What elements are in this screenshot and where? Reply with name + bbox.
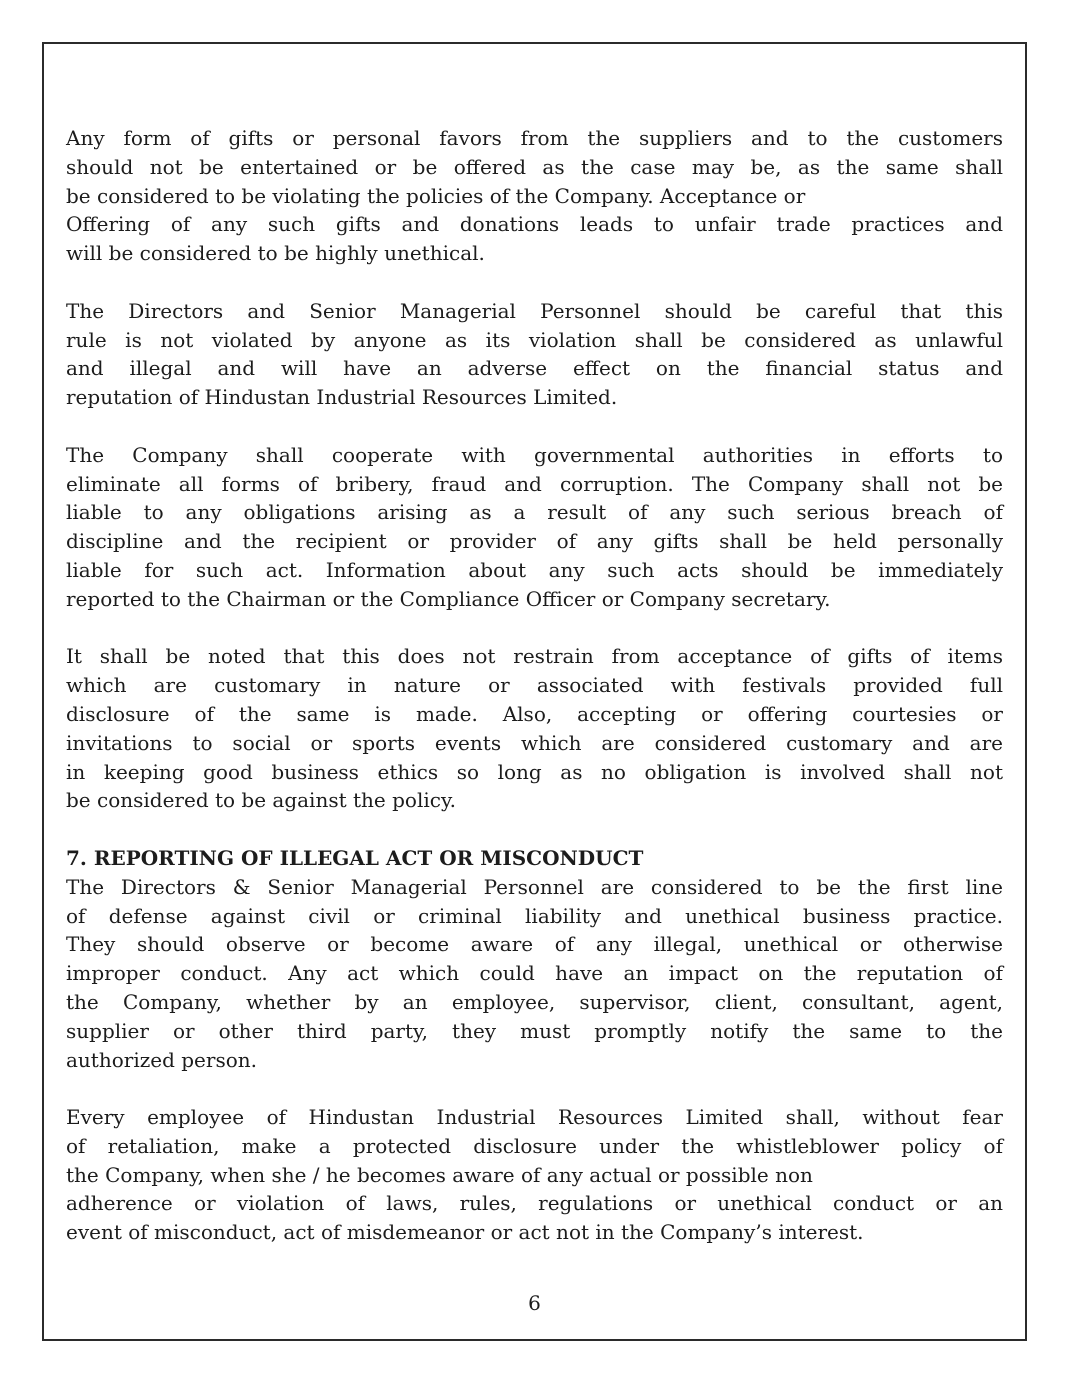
paragraph <box>66 441 1003 614</box>
text-line: reported to the Chairman or the Compliance Officer or Company secretary. <box>66 586 831 611</box>
page-frame <box>42 42 1027 1341</box>
text-line: improper conduct. Any act which could have an impact on the reputation of <box>66 961 1003 986</box>
text-line: the Company, when she / he becomes aware of any actual or possible non <box>66 1162 813 1187</box>
text-line: They should observe or become aware of any illegal, unethical or otherwise <box>66 932 1003 957</box>
text-line: of retaliation, make a protected disclosure under the whistleblower policy of <box>66 1133 1003 1158</box>
text-line: in keeping good business ethics so long as no obligation is involved shall not <box>66 759 1003 784</box>
text-line: It shall be noted that this does not restrain from acceptance of gifts of items <box>66 644 1003 669</box>
text-line: should not be entertained or be offered as the case may be, as the same shall <box>66 154 1003 179</box>
text-line: Every employee of Hindustan Industrial Resources Limited shall, without fear <box>66 1105 1003 1130</box>
text-line: be considered to be against the policy. <box>66 788 456 813</box>
text-line: eliminate all forms of bribery, fraud and corruption. The Company shall not be <box>66 471 1003 496</box>
text-line: The Company shall cooperate with governmental authorities in efforts to <box>66 442 1003 467</box>
text-line: liable for such act. Information about any such acts should be immediately <box>66 557 1003 582</box>
section-heading: 7. REPORTING OF ILLEGAL ACT OR MISCONDUCT <box>66 845 644 870</box>
text-line: supplier or other third party, they must promptly notify the same to the <box>66 1018 1003 1043</box>
paragraph <box>66 297 1003 412</box>
text-line: discipline and the recipient or provider of any gifts shall be held personally <box>66 529 1003 554</box>
paragraph <box>66 1103 1003 1247</box>
text-line: event of misconduct, act of misdemeanor or act not in the Company’s interest. <box>66 1220 864 1245</box>
text-line: be considered to be violating the policies of the Company. Acceptance or <box>66 183 806 208</box>
text-line: and illegal and will have an adverse effect on the financial status and <box>66 356 1003 381</box>
text-line: authorized person. <box>66 1047 257 1072</box>
text-line: invitations to social or sports events which are considered customary and are <box>66 730 1003 755</box>
text-line: reputation of Hindustan Industrial Resources Limited. <box>66 385 618 410</box>
text-line: which are customary in nature or associated with festivals provided full <box>66 673 1003 698</box>
text-line: liable to any obligations arising as a result of any such serious breach of <box>66 500 1003 525</box>
text-line: will be considered to be highly unethical. <box>66 241 485 266</box>
text-line: disclosure of the same is made. Also, accepting or offering courtesies or <box>66 701 1003 726</box>
text-line: adherence or violation of laws, rules, regulations or unethical conduct or an <box>66 1191 1003 1216</box>
document-body <box>66 124 1003 1247</box>
paragraph <box>66 642 1003 815</box>
text-line: the Company, whether by an employee, supervisor, client, consultant, agent, <box>66 989 1003 1014</box>
paragraph <box>66 124 1003 268</box>
text-line: of defense against civil or criminal liability and unethical business practice. <box>66 903 1003 928</box>
text-line: The Directors & Senior Managerial Personnel are considered to be the first line <box>66 874 1003 899</box>
page-number: 6 <box>528 1291 541 1315</box>
text-line: Any form of gifts or personal favors from the suppliers and to the customers <box>66 126 1003 150</box>
text-line: The Directors and Senior Managerial Personnel should be careful that this <box>66 298 1003 323</box>
paragraph <box>66 873 1003 1075</box>
text-line: rule is not violated by anyone as its violation shall be considered as unlawful <box>66 327 1003 352</box>
text-line: Offering of any such gifts and donations leads to unfair trade practices and <box>66 212 1003 237</box>
